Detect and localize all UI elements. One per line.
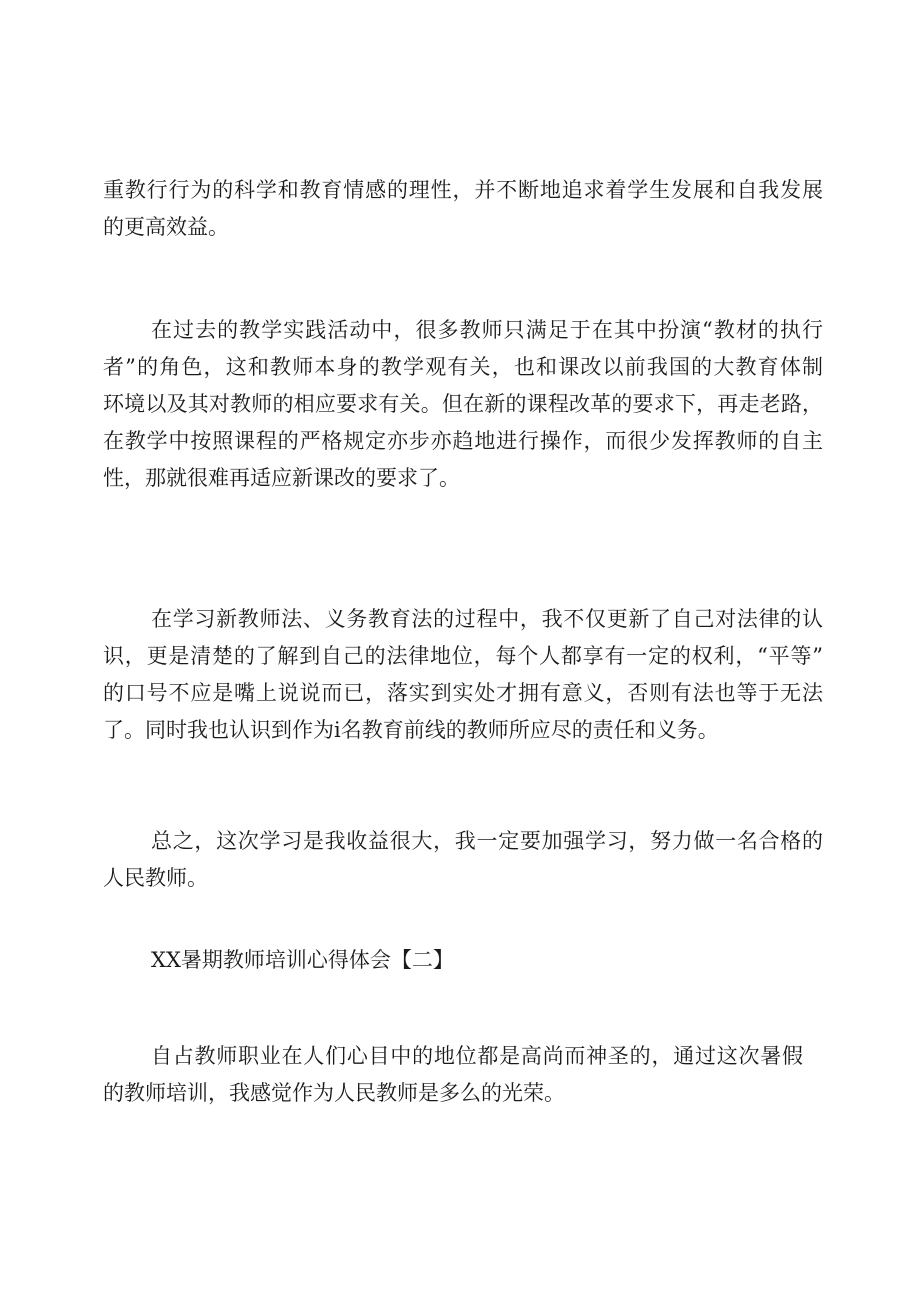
paragraph-line: 者”的角色，这和教师本身的教学观有关，也和课改以前我国的大教育体制 [103,355,823,379]
paragraph-line: 的口号不应是嘴上说说而已，落实到实处才拥有意义，否则有法也等于无法 [103,681,823,705]
paragraph-line: 了。同时我也认识到作为i名教育前线的教师所应尽的责任和义务。 [103,718,719,742]
paragraph-conclusion [103,823,823,897]
section-heading-text: XX暑期教师培训心得体会【二】 [151,948,454,972]
paragraph-line: 环境以及其对教师的相应要求有关。但在新的课程改革的要求下，再走老路， [103,392,823,416]
paragraph-line: 在学习新教师法、义务教育法的过程中，我不仅更新了自己对法律的认 [151,607,823,631]
paragraph-line: 在教学中按照课程的严格规定亦步亦趋地进行操作，而很少发挥教师的自主 [103,429,823,453]
paragraph-line: 人民教师。 [103,866,208,890]
paragraph-line: 的更高效益。 [103,215,229,239]
paragraph-law-study [103,601,823,749]
paragraph-intro-two [103,1038,803,1112]
paragraph-line: 总之，这次学习是我收益很大，我一定要加强学习，努力做一名合格的 [151,829,823,853]
section-heading [103,942,823,979]
paragraph-line: 自占教师职业在人们心目中的地位都是高尚而神圣的，通过这次暑假 [151,1044,803,1068]
paragraph-continuation [103,172,823,246]
paragraph-line: 识，更是清楚的了解到自己的法律地位，每个人都享有一定的权利，“平等” [103,644,823,668]
paragraph-line: 重教行行为的科学和教育情感的理性，并不断地追求着学生发展和自我发展 [103,178,823,202]
paragraph-line: 的教师培训，我感觉作为人民教师是多么的光荣。 [103,1081,565,1105]
paragraph-line: 在过去的教学实践活动中，很多教师只满足于在其中扮演“教材的执行 [151,318,823,342]
paragraph-line: 性，那就很难再适应新课改的要求了。 [103,466,460,490]
paragraph-teaching-practice [103,312,823,497]
